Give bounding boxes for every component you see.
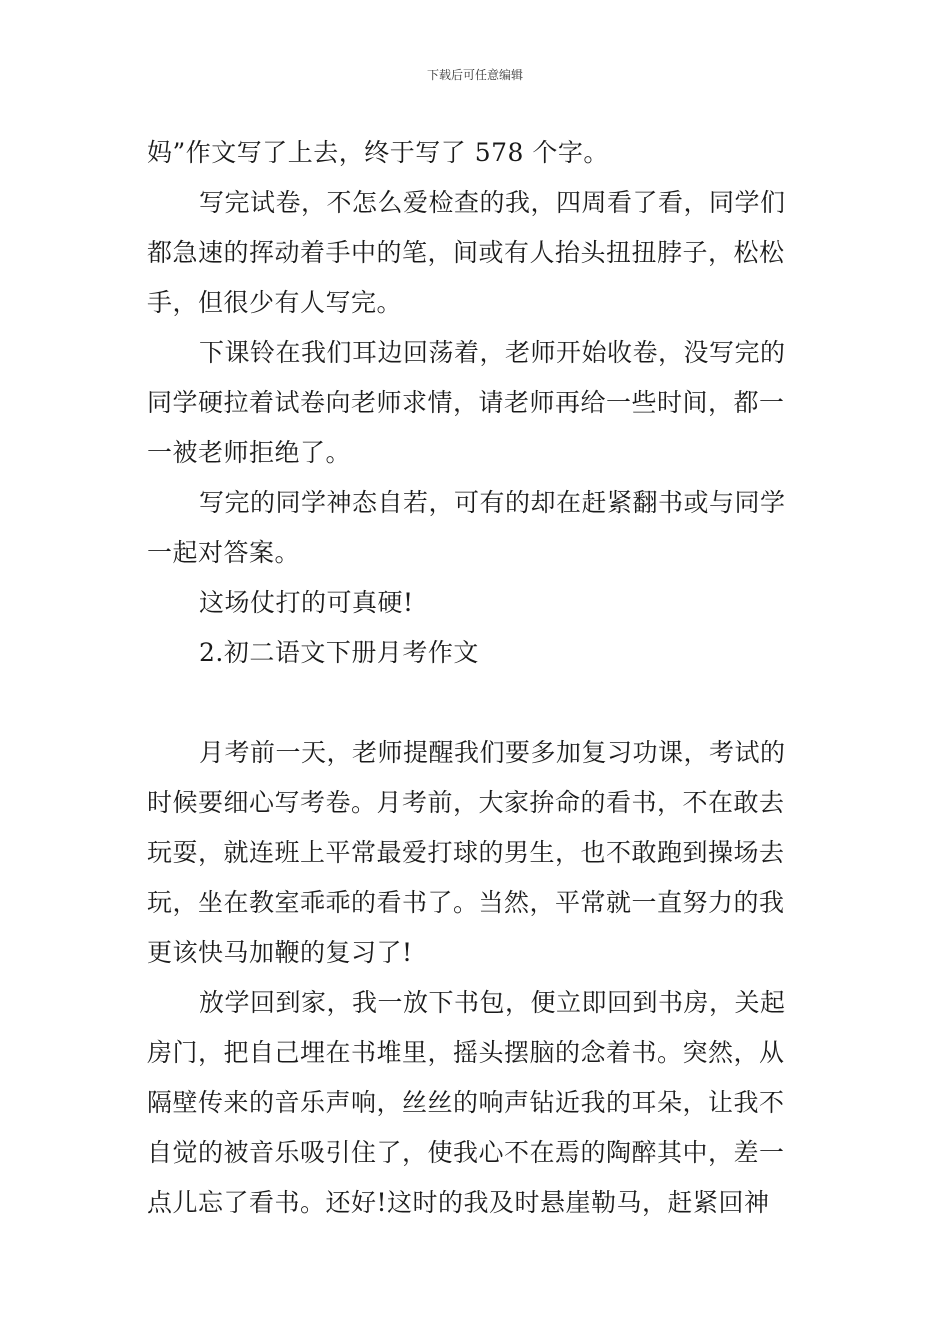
paragraph-line: 写完的同学神态自若，可有的却在赶紧翻书或与同学: [199, 488, 786, 517]
text-line: 一被老师拒绝了。: [147, 438, 352, 467]
page-header: 下载后可任意编辑: [426, 68, 523, 82]
text-line: 时候要细心写考卷。月考前，大家拚命的看书，不在敢去: [147, 788, 785, 817]
text-line: 房门，把自己埋在书堆里，摇头摆脑的念着书。突然，从: [147, 1038, 785, 1067]
text-line: 自觉的被音乐吸引住了，使我心不在焉的陶醉其中，差一: [147, 1138, 785, 1167]
paragraph-line: 这场仗打的可真硬!: [199, 588, 414, 617]
text-line: 玩耍，就连班上平常最爱打球的男生，也不敢跑到操场去: [147, 838, 785, 867]
text-line: 手，但很少有人写完。: [147, 288, 403, 317]
text-line: 更该快马加鞭的复习了!: [147, 938, 413, 967]
section-heading: 2.初二语文下册月考作文: [199, 638, 479, 667]
text-line: 妈”作文写了上去，终于写了 578 个字。: [147, 138, 609, 167]
paragraph-line: 月考前一天，老师提醒我们要多加复习功课，考试的: [199, 738, 786, 767]
document-body: [147, 128, 807, 1228]
text-line: 点儿忘了看书。还好!这时的我及时悬崖勒马，赶紧回神: [147, 1188, 770, 1217]
paragraph-line: 下课铃在我们耳边回荡着，老师开始收卷，没写完的: [199, 338, 786, 367]
text-line: 玩，坐在教室乖乖的看书了。当然，平常就一直努力的我: [147, 888, 785, 917]
paragraph-line: 写完试卷，不怎么爱检查的我，四周看了看，同学们: [199, 188, 786, 217]
text-line: 隔壁传来的音乐声响，丝丝的响声钻近我的耳朵，让我不: [147, 1088, 785, 1117]
text-line: 同学硬拉着试卷向老师求情，请老师再给一些时间，都一: [147, 388, 785, 417]
paragraph-line: 放学回到家，我一放下书包，便立即回到书房，关起: [199, 988, 786, 1017]
blank-line: [147, 678, 807, 728]
text-line: 一起对答案。: [147, 538, 301, 567]
text-line: 都急速的挥动着手中的笔，间或有人抬头扭扭脖子，松松: [147, 238, 785, 267]
